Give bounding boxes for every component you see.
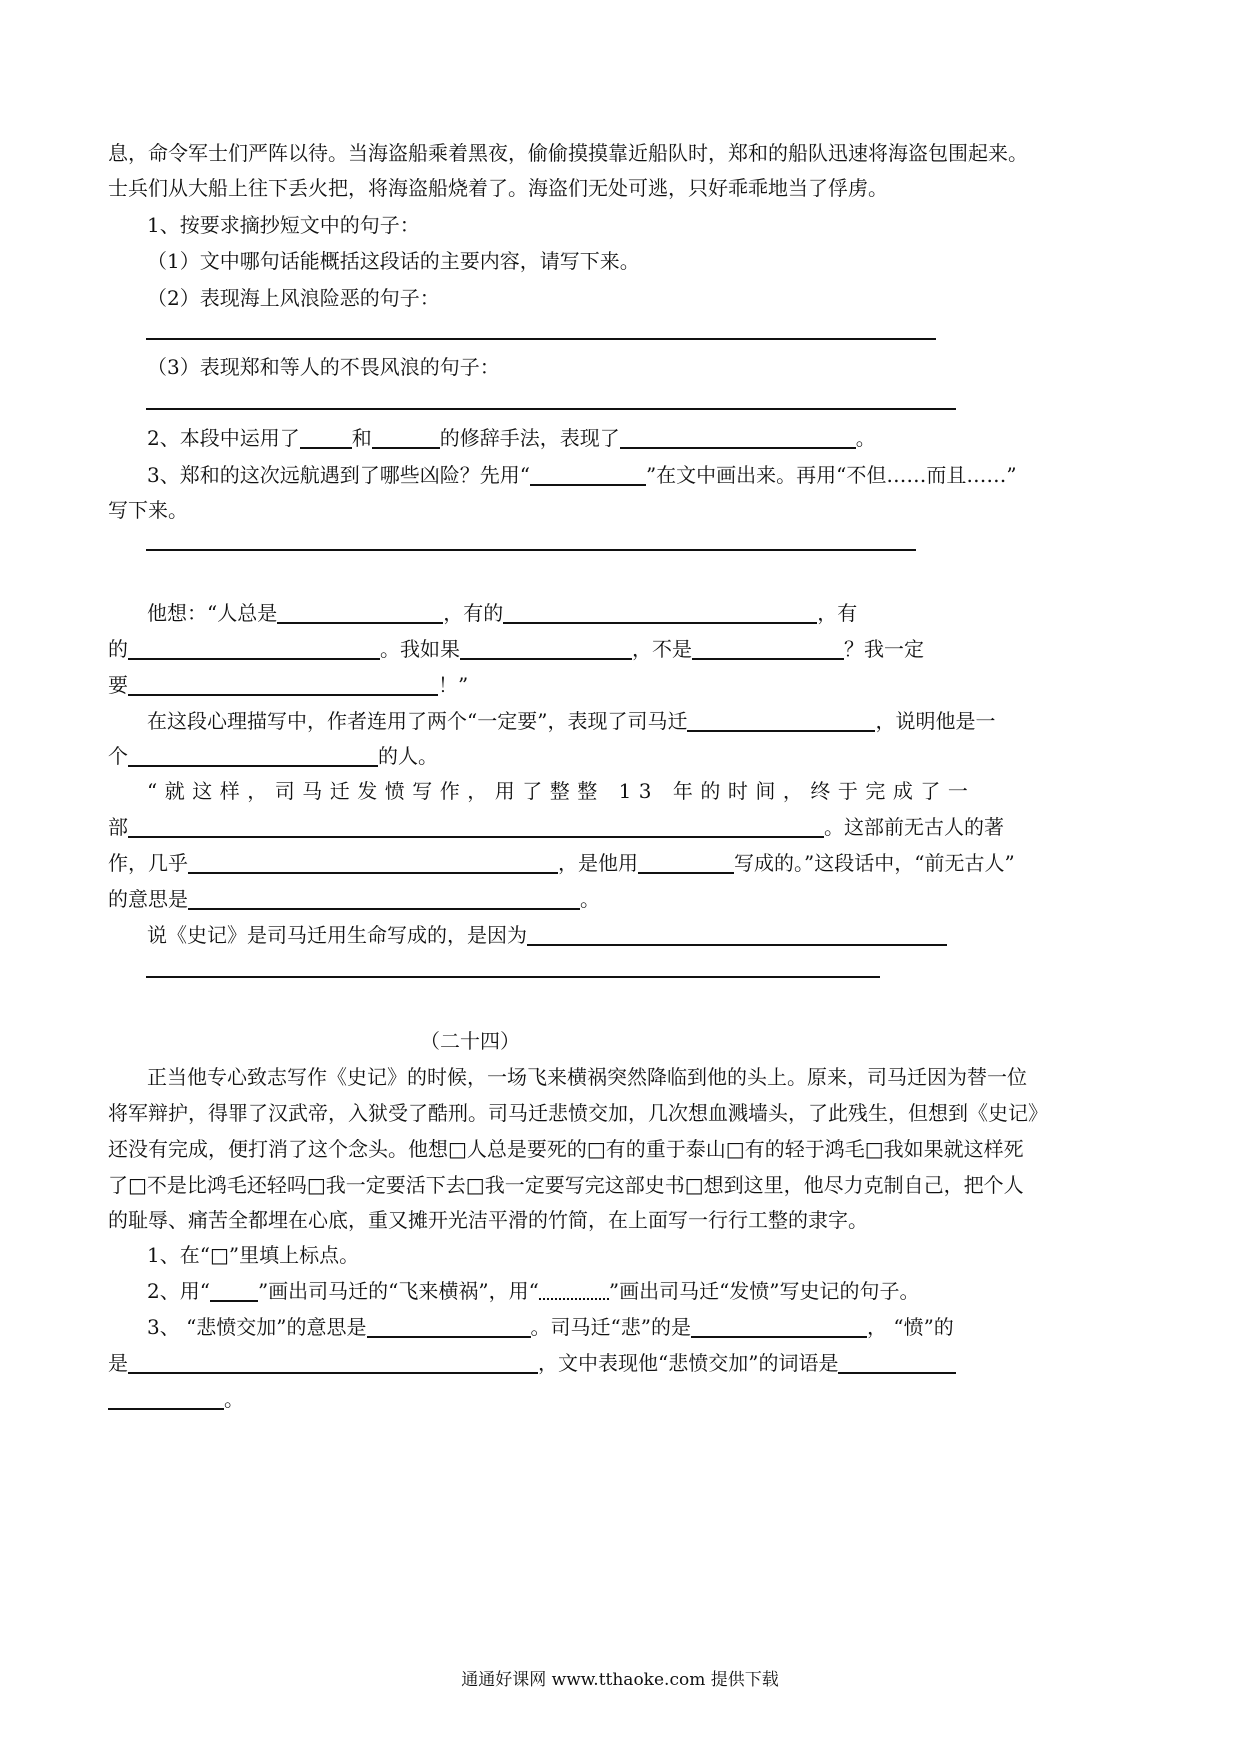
blank[interactable] [367,1314,531,1338]
question-text: 写成的。”这段话中，“前无古人” [734,851,1015,875]
psych-question [108,741,438,771]
question-text: ，不是 [632,637,692,661]
question-text: 。这部前无古人的著 [824,815,1004,839]
thought-line [147,598,857,628]
blank[interactable] [838,1350,956,1374]
blank[interactable] [460,636,632,660]
question-text: 要 [108,673,128,697]
thought-line [108,634,924,664]
question-1-sub-1: （1）文中哪句话能概括这段话的主要内容，请写下来。 [147,249,640,273]
wavy-underline-sample [539,1286,609,1300]
blank[interactable] [128,672,438,696]
question-text: ”在文中画出来。再用“不但……而且……” [645,463,1017,487]
blank[interactable] [188,886,580,910]
question-text: 的 [108,637,128,661]
passage-line: 了□不是比鸿毛还轻吗□我一定要活下去□我一定要写完这部史书□想到这里，他尽力克制自己，把个人 [108,1173,1024,1197]
blank[interactable] [128,814,824,838]
blank[interactable] [128,1350,538,1374]
blank[interactable] [638,850,734,874]
question-text: ，有 [817,601,858,625]
question-text: 3、 “悲愤交加”的意思是 [147,1315,367,1339]
straight-underline-sample [210,1278,258,1302]
section-title: （二十四） [420,1029,520,1053]
blank[interactable] [128,743,378,767]
question-1: 1、按要求摘抄短文中的句子： [147,213,420,237]
answer-line[interactable] [146,976,880,978]
question-text: 2、用“ [147,1279,210,1303]
blank[interactable] [527,922,947,946]
answer-line[interactable] [146,338,936,340]
question-text: ， “愤”的 [866,1315,954,1339]
quote-line [108,884,600,914]
answer-line[interactable] [146,408,956,410]
question-24-1: 1、在“□”里填上标点。 [147,1243,360,1267]
question-24-3 [108,1384,244,1414]
question-text: ，文中表现他“悲愤交加”的词语是 [538,1351,839,1375]
page-footer: 通通好课网 www.tthaoke.com 提供下载 [461,1670,779,1690]
question-2 [147,423,876,453]
question-text: 他想：“人总是 [147,601,278,625]
question-text: 说《史记》是司马迁用生命写成的，是因为 [147,923,527,947]
question-text: 的意思是 [108,887,188,911]
question-text: 部 [108,815,128,839]
question-text: 个 [108,744,128,768]
question-text: 。司马迁“悲”的是 [530,1315,691,1339]
question-text: ，有的 [443,601,504,625]
blank[interactable] [128,636,380,660]
blank[interactable] [108,1386,224,1410]
question-text: 。 [224,1387,244,1411]
quote-line: “就这样，司马迁发愤写作，用了整整 13 年的时间，终于完成了一 [147,779,976,803]
question-24-3 [147,1312,954,1342]
question-text: 。 [580,887,600,911]
blank[interactable] [277,600,443,624]
blank[interactable] [300,425,352,449]
blank[interactable] [687,708,875,732]
question-text: ，是他用 [558,851,638,875]
passage-line: 还没有完成，便打消了这个念头。他想□人总是要死的□有的重于泰山□有的轻于鸿毛□我如果就这样死 [108,1137,1024,1161]
blank[interactable] [503,600,817,624]
shiji-question [147,920,947,950]
answer-line[interactable] [146,549,916,551]
thought-line [108,670,468,700]
blank[interactable] [691,1314,867,1338]
blank[interactable] [188,850,558,874]
question-text: 是 [108,1351,128,1375]
question-1-sub-3: （3）表现郑和等人的不畏风浪的句子： [147,355,500,379]
blank[interactable] [620,425,856,449]
question-text: 3、郑和的这次远航遇到了哪些凶险？先用“ [147,463,530,487]
question-text: 。我如果 [380,637,460,661]
question-text: 作，几乎 [108,851,188,875]
question-text: 。 [855,426,876,450]
quote-line [108,848,1015,878]
question-24-2 [147,1276,920,1306]
psych-question [147,706,995,736]
question-text: ！” [438,673,469,697]
passage-line: 将军辩护，得罪了汉武帝，入狱受了酷刑。司马迁悲愤交加，几次想血溅墙头，了此残生，但想到《史记》 [108,1101,1048,1125]
blank[interactable] [372,425,440,449]
passage-line: 正当他专心致志写作《史记》的时候，一场飞来横祸突然降临到他的头上。原来，司马迁因为替一位 [147,1065,1027,1089]
question-1-sub-2: （2）表现海上风浪险恶的句子： [147,286,440,310]
passage-line: 息，命令军士们严阵以待。当海盗船乘着黑夜，偷偷摸摸靠近船队时，郑和的船队迅速将海盗包围起来。 [108,141,1028,165]
quote-line [108,812,1004,842]
question-text: 在这段心理描写中，作者连用了两个“一定要”，表现了司马迁 [147,709,688,733]
question-text: 的修辞手法，表现了 [439,426,620,450]
question-text: 的人。 [378,744,438,768]
passage-line: 士兵们从大船上往下丢火把，将海盗船烧着了。海盗们无处可逃，只好乖乖地当了俘虏。 [108,176,888,200]
question-text: ，说明他是一 [875,709,996,733]
question-24-3 [108,1348,956,1378]
question-text: ”画出司马迁“发愤”写史记的句子。 [608,1279,920,1303]
passage-line: 的耻辱、痛苦全都埋在心底，重又摊开光洁平滑的竹简，在上面写一行行工整的隶字。 [108,1208,868,1232]
question-text: 2、本段中运用了 [147,426,300,450]
question-3 [147,460,1017,490]
question-text: 和 [351,426,372,450]
blank[interactable] [692,636,844,660]
question-text: ？我一定 [844,637,924,661]
question-text: ”画出司马迁的“飞来横祸”，用“ [257,1279,539,1303]
question-3-cont: 写下来。 [108,498,188,522]
blank[interactable] [530,462,646,486]
